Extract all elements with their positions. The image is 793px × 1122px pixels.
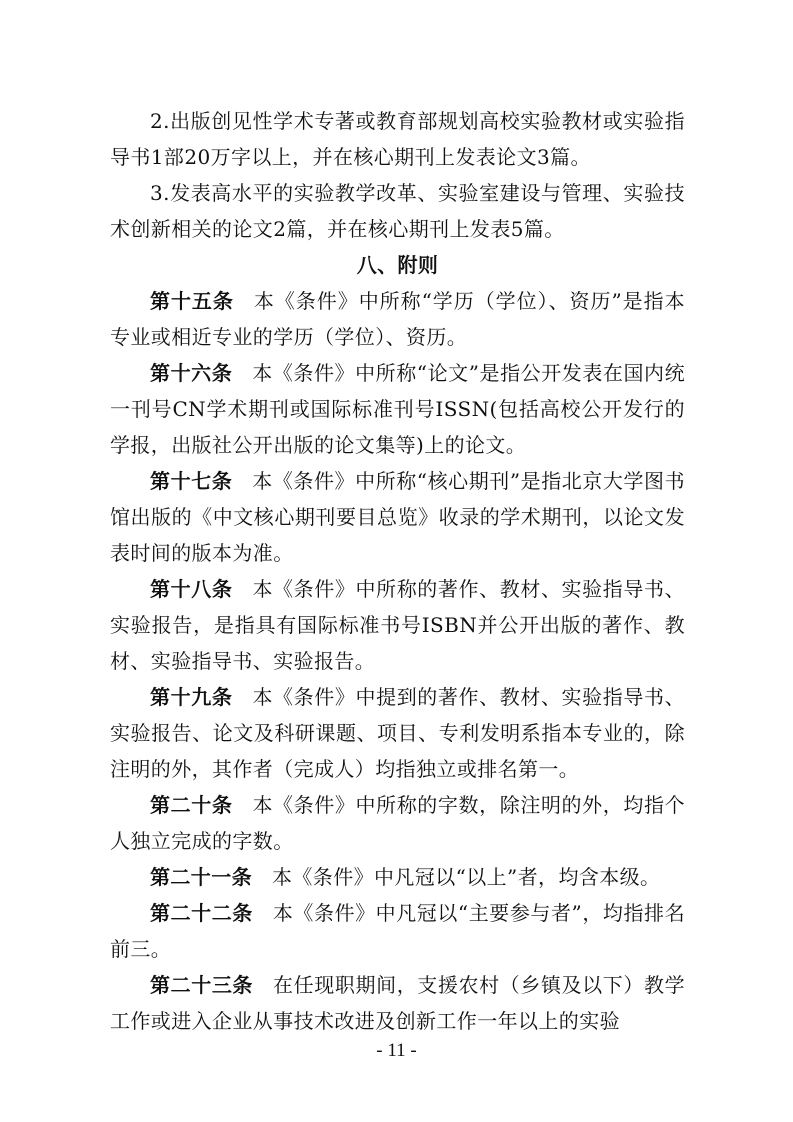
article-22 [110, 895, 685, 967]
article-17 [110, 463, 685, 571]
article-label: 第十五条 [150, 289, 234, 313]
article-label: 第二十二条 [150, 901, 253, 925]
article-text: 本《条件》中所称“核心期刊”是指北京大学图书馆出版的《中文核心期刊要目总览》收录的学术期刊，以论文发表时间的版本为准。 [110, 469, 685, 565]
page-number: - 11 - [376, 1040, 417, 1061]
article-text: 本《条件》中所称“学历（学位）、资历”是指本专业或相近专业的学历（学位）、资历。 [110, 289, 686, 349]
article-label: 第十九条 [150, 685, 233, 709]
article-label: 第二十三条 [150, 973, 254, 997]
article-20 [110, 787, 685, 859]
article-21 [110, 859, 685, 895]
article-text: 本《条件》中所称“论文”是指公开发表在国内统一刊号CN学术期刊或国际标准刊号ISSN(包括高校公开发行的学报，出版社公开出版的论文集等)上的论文。 [110, 361, 685, 457]
paragraph-item-2: 2.出版创见性学术专著或教育部规划高校实验教材或实验指导书1部20万字以上，并在核心期刊上发表论文3篇。 [110, 109, 685, 169]
article-text: 本《条件》中所称的字数，除注明的外，均指个人独立完成的字数。 [110, 793, 685, 853]
article-label: 第二十一条 [150, 865, 252, 889]
section-title: 八、附则 [356, 253, 439, 277]
article-text: 本《条件》中凡冠以“以上”者，均含本级。 [272, 865, 661, 889]
article-label: 第十七条 [150, 469, 233, 493]
article-label: 第十八条 [150, 577, 233, 601]
page-content [110, 103, 685, 1039]
article-23 [110, 967, 685, 1039]
article-text: 本《条件》中所称的著作、教材、实验指导书、实验报告，是指具有国际标准书号ISBN并公开出版的著作、教材、实验指导书、实验报告。 [110, 577, 685, 673]
paragraph-item-3: 3.发表高水平的实验教学改革、实验室建设与管理、实验技术创新相关的论文2篇，并在核心期刊上发表5篇。 [110, 181, 685, 241]
article-text: 在任现职期间，支援农村（乡镇及以下）教学工作或进入企业从事技术改进及创新工作一年以上的实验 [110, 973, 686, 1033]
article-19 [110, 679, 685, 787]
article-15 [110, 283, 685, 355]
article-label: 第十六条 [150, 361, 233, 385]
article-text: 本《条件》中凡冠以“主要参与者”，均指排名前三。 [110, 901, 685, 961]
article-18 [110, 571, 685, 679]
article-label: 第二十条 [150, 793, 233, 817]
article-16 [110, 355, 685, 463]
article-text: 本《条件》中提到的著作、教材、实验指导书、实验报告、论文及科研课题、项目、专利发明系指本专业的，除注明的外，其作者（完成人）均指独立或排名第一。 [110, 685, 685, 781]
